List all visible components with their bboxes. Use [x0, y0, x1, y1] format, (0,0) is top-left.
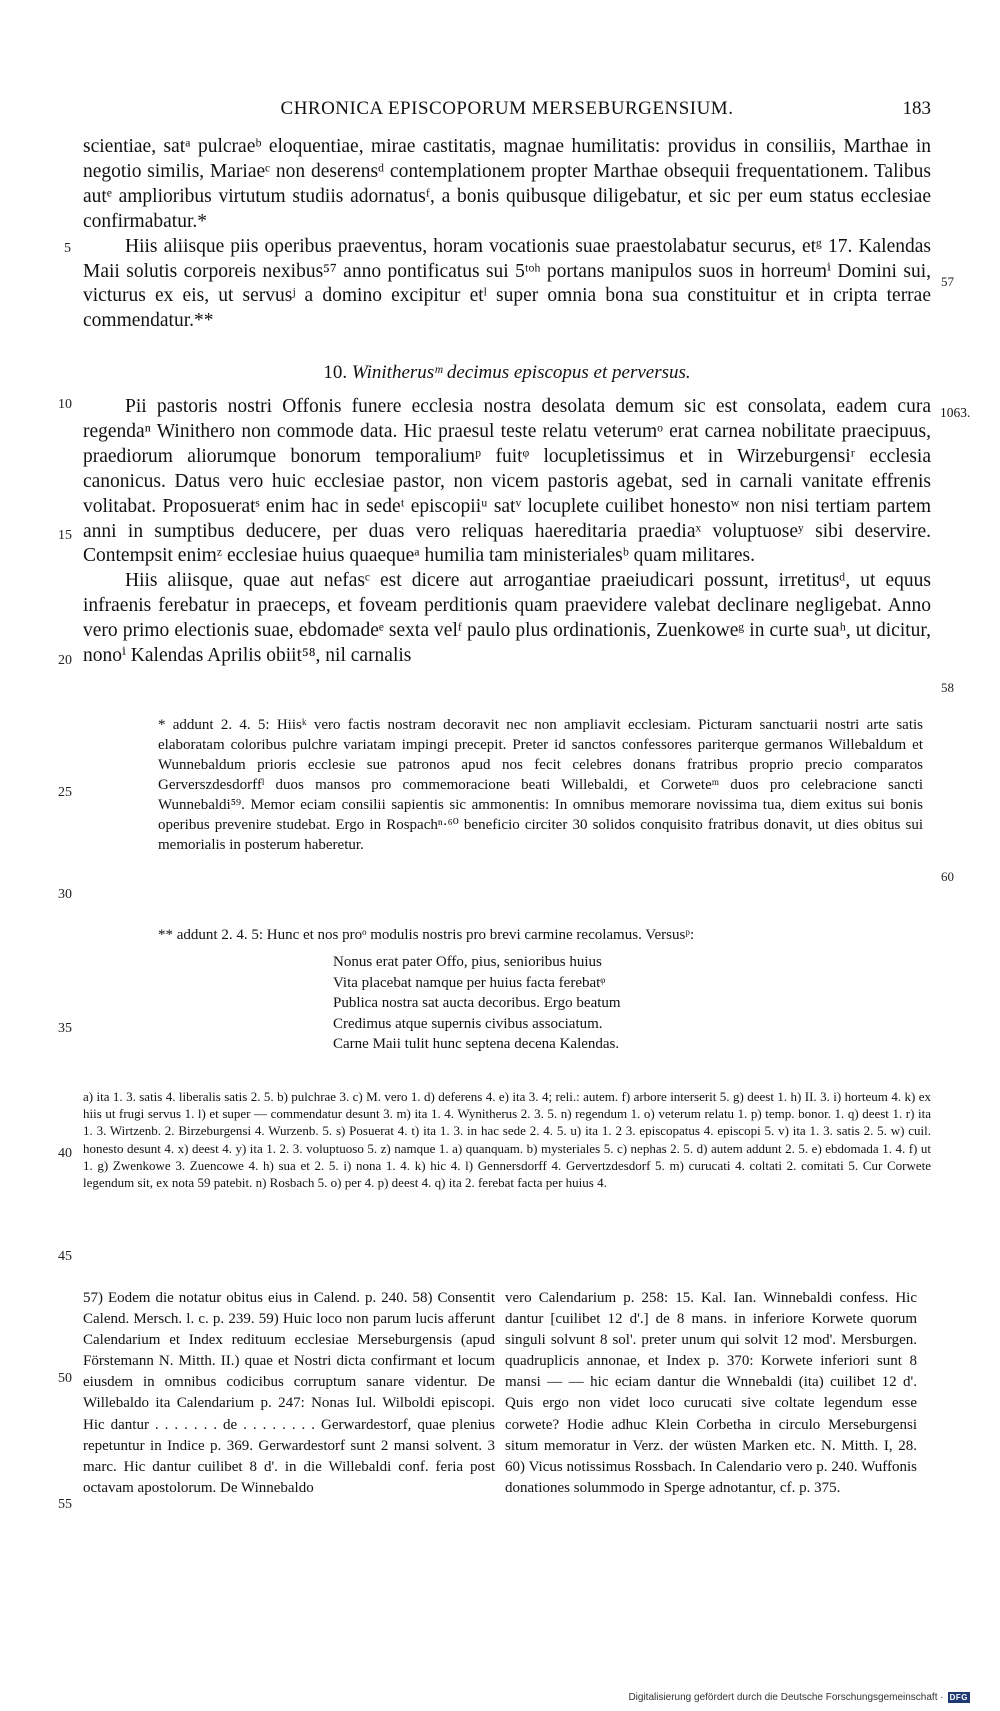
line-number: 5: [64, 241, 71, 256]
footnote-marker: 58: [941, 680, 954, 695]
line-number: 15: [58, 528, 72, 543]
footnote-marker: 57: [941, 274, 954, 289]
chapter-title: Winitherusᵐ decimus episcopus et perversus.: [351, 362, 691, 383]
verse-line: Vita placebat namque per huius facta ferebatᵠ: [333, 974, 606, 991]
paragraph-4: Hiis aliisque, quae aut nefasᶜ est dicere aut arrogantiae praeiudicari possunt, irretitusᵈ, ut equus infraenis ferebatur in praeceps, et foveam perditionis quam praevidere valebat declinare negligebat. Anno vero primo electionis suae, ebdomadeᵉ sexta velᶠ paulo plus ordinationis, Zuenkoweᵍ in curte suaʰ, ut dicitur, nonoⁱ Kalendas Aprilis obiit⁵⁸, nil carnalis: [83, 570, 931, 667]
line-number: 25: [58, 785, 72, 800]
chapter-number: 10.: [323, 362, 348, 383]
page-number: 183: [902, 98, 931, 119]
line-number: 55: [58, 1497, 72, 1512]
commentary-right-column: vero Calendarium p. 258: 15. Kal. Ian. Winnebaldi confess. Hic dantur [cuilibet 12 d'.] de 8 mans. in inferiore Korwete quorum singuli solvunt 8 sol'. preter unum qui solvit 12 mod'. Mersburgen. quadruplicis annonae, et Index p. 370: Korwete inferiori sunt 8 mansi — — hic eciam dantur die Wnnebaldi (ita) cuilibet 12 d'. Quis ergo non videt loco curucati sive coltate legendum esse corwete? Hodie adhuc Klein Corbetha in circulo Merseburgensi situm memoratur in Verz. der wüsten Marken etc. N. Mitth. I, 28. 60) Vicus notissimus Rossbach. In Calendario vero p. 240. Wuffonis donationes solummodo in Sperge adnotantur, cf. p. 375.: [505, 1290, 917, 1496]
line-number: 10: [58, 397, 72, 412]
verse-line: Publica nostra sat aucta decoribus. Ergo beatum: [333, 995, 621, 1012]
digitization-footer: [628, 1692, 970, 1703]
line-number: 50: [58, 1371, 72, 1386]
year-marker: 1063.: [940, 405, 971, 420]
line-number: 45: [58, 1249, 72, 1264]
verse-line: Credimus atque supernis civibus associatum.: [333, 1015, 603, 1032]
note-double-star-text: ** addunt 2. 4. 5: Hunc et nos proᵒ modulis nostris pro brevi carmine recolamus. Versusᵖ:: [158, 927, 695, 943]
commentary-left-column: 57) Eodem die notatur obitus eius in Calend. p. 240. 58) Consentit Calend. Mersch. l. c. p. 239. 59) Huic loco non parum lucis afferunt Calendarium et Index redituum ecclesiae Merseburgensis (apud Förstemann N. Mitth. II.) quae et Nostri dicta confirmant et locum eiusdem in omnibus codicibus corruptum sanare videntur. De Willebaldo ita Calendarium p. 247: Nonas Iul. Wilboldi episcopi. Hic dantur . . . . . . . de . . . . . . . . Gerwardestorf, quae plenius repetuntur in Indice p. 369. Gerwardestorf sunt 2 mansi solvent. 3 marc. Hic dantur cuilibet 8 d'. in die Willebaldi conf. feria post octavam apostolorum. De Winnebaldo: [83, 1290, 495, 1496]
verse-line: Nonus erat pater Offo, pius, senioribus huius: [333, 954, 602, 970]
page-header: [83, 98, 931, 124]
critical-apparatus: a) ita 1. 3. satis 4. liberalis satis 2. 5. b) pulchrae 3. c) M. vero 1. d) deferens 4. e) ita 3. 4; reli.: autem. f) arbore interserit 5. g) deest 1. h) II. 3. i) horteum 4. k) ex hiis ut frugi servus 1. l) et super — commendatur desunt 3. m) ita 1. 4. Wynitherus 2. 3. 5. n) regendum 1. o) veterum relatu 1. p) temp. bonor. 1. q) deest 1. r) ita 1. 3. Wirtzenb. 2. Birzeburgensi 4. Wurzenb. 5. s) Posuerat 4. t) ita 1. 3. in hac sede 2. 4. 5. u) ita 1. 2 3. episcopatus 4. episcopi 5. v) ita 1. 3. satis 2. 5. w) cuil. honesto desunt 4. x) deest 4. y) ita 1. 2. 3. voluptuoso 5. z) namque 1. a) quanquam. b) mysteriales 5. c) nephas 2. 5. d) autem addunt 2. 5. e) ebdomada 1. 4. f) ut 1. g) Zwenkowe 3. Zuencowe 4. h) sua et 2. 5. i) nona 1. 4. k) hic 4. l) Gennersdorff 4. Gervertzdesdorf 5. m) curucati 4. coltati 2. comitati 5. Cur Corwete legendum sit, ex nota 59 patebit. n) Rosbach 5. o) per 4. p) deest 4. q) ita 2. ferebat facta per huius 4.: [83, 1089, 931, 1191]
paragraph-1: scientiae, satᵃ pulcraeᵇ eloquentiae, mirae castitatis, magnae humilitatis: providus in consiliis, Marthae in negotio similis, Mariaeᶜ non deserensᵈ contemplationem propter Marthae obsequii frequentationem. Talibus autᵉ amplioribus virtutum studiis adornatusᶠ, a bonis quibusque diligebatur, et sic per eum status ecclesiae confirmabatur.*: [83, 136, 931, 232]
paragraph-3: Pii pastoris nostri Offonis funere ecclesia nostra desolata demum sic est consolata, eadem cura regendaⁿ Winithero non commode data. Hic praesul teste relatu veterumᵒ erat carnea nobilitate praecipuus, praediorum aliorumque bonorum temporaliumᵖ fuitᵠ locupletissimus et in Wirzeburgensiʳ ecclesia canonicus. Datus vero huic ecclesiae pastor, non vicem pastoris agebat, sed in carnali vanitate effrenis volitabat. Proposueratˢ enim hac in sedeᵗ episcopiiᵘ satᵛ locuplete cuilibet honestoʷ non nisi tertiam partem anni in sumptibus deducere, per duas vero reliquas haereditaria praediaˣ voluptuoseʸ sibi deservire. Contempsit enimᶻ ecclesiae huius quaequeᵃ humilia tam ministerialesᵇ quam militares.: [83, 396, 931, 567]
main-text-block-2: [83, 395, 931, 669]
footnote-marker: 60: [941, 869, 954, 884]
running-title: CHRONICA EPISCOPORUM MERSEBURGENSIUM.: [280, 98, 734, 119]
verse-line: Carne Maii tulit hunc septena decena Kalendas.: [333, 1036, 620, 1053]
line-number: 20: [58, 653, 72, 668]
paragraph-2: Hiis aliisque piis operibus praeventus, horam vocationis suae praestolabatur securus, etᵍ 17. Kalendas Maii solutis corporeis nexibus⁵⁷ anno pontificatus sui 5ᵗᵒʰ portans manipulos suos in horreumⁱ Domini sui, victurus ex eis, ut servusʲ a domino excipitur etˡ super omnia bona sua constituitur et in cripta terrae commendatur.**: [83, 235, 931, 332]
note-double-star: [158, 925, 923, 945]
verse-block: [333, 952, 753, 1055]
chapter-heading: [83, 362, 931, 384]
note-star: [158, 715, 923, 855]
line-number: 35: [58, 1021, 72, 1036]
line-number: 30: [58, 887, 72, 902]
footer-text: Digitalisierung gefördert durch die Deutsche Forschungsgemeinschaft ·: [628, 1692, 944, 1703]
main-text-block-1: [83, 135, 931, 334]
dfg-logo: DFG: [949, 1693, 968, 1702]
note-star-text: * addunt 2. 4. 5: Hiisᵏ vero factis nostram decoravit nec non ampliavit ecclesiam. Picturam sanctuarii nostri arte satis elaboratam coloribus pulchre variatam impingi precepit. Preter id sanctos confessores pariterque germanos Willebaldum et Wunnebaldum prioris ecclesie sue patronos apud nos fecit celebres donans fratribus proprio precio comparatos Gerverszdesdorffˡ duos mansos pro commemoracione beati Willebaldi, et Corweteᵐ duos pro celebracione sancti Wunnebaldi⁵⁹. Memor eciam consilii sapientis sic ammonentis: In omnibus memorare novissima tua, diem exitus sui bonis operibus prevenire studebat. Ergo in Rospachⁿ·⁶⁰ beneficio circiter 30 solidos conquisito fratribus donavit, ut dies obitus sui memorialis in posterum haberetur.: [158, 717, 923, 853]
line-number: 40: [58, 1146, 72, 1161]
